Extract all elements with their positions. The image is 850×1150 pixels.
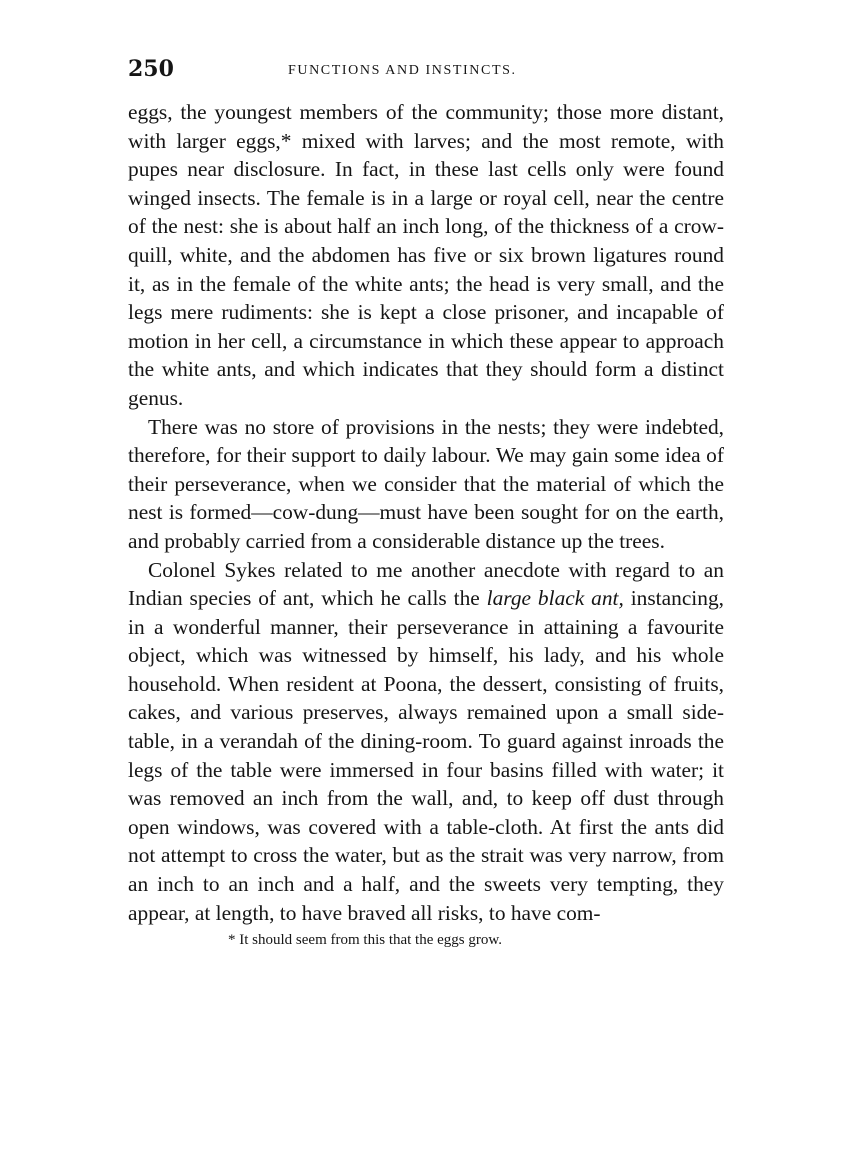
paragraph-2: There was no store of provisions in the nests; they were indebted, therefore, for their support to daily labour. We may gain some idea of their perseverance, when we consider that the material of which the nest is formed—cow-dung—must have been sought for on the earth, and probably carried from a considerable distance up the trees.: [128, 414, 724, 553]
species-name-italic: large black ant,: [486, 586, 624, 611]
paragraph-3-text-start: Colonel Sykes related to me another anecdote with regard to an Indian species of ant, which he calls the: [128, 557, 724, 611]
page-number: 250: [128, 56, 174, 82]
paragraph-1: eggs, the youngest members of the community; those more distant, with larger eggs,* mixed with larves; and the most remote, with pupes near disclosure. In fact, in these last cells only were found winged insects. The female is in a large or royal cell, near the centre of the nest: she is about half an inch long, of the thickness of a crow-quill, white, and the abdomen has five or six brown ligatures round it, as in the female of the white ants; the head is very small, and the legs mere rudiments: she is kept a close prisoner, and incapable of motion in her cell, a circumstance in which these appear to approach the white ants, and which indicates that they should form a distinct genus.: [128, 100, 724, 410]
paragraph-3: [128, 556, 724, 928]
paragraph-3-text-end: instancing, in a wonderful manner, their perseverance in attaining a favourite object, which was witnessed by himself, his lady, and his whole household. When resident at Poona, the dessert, consisting of fruits, cakes, and various preserves, always remained upon a small side-table, in a verandah of the dining-room. To guard against inroads the legs of the table were immersed in four basins filled with water; it was removed an inch from the wall, and, to keep off dust through open windows, was covered with a table-cloth. At first the ants did not attempt to cross the water, but as the strait was very narrow, from an inch to an inch and a half, and the sweets very tempting, they appear, at length, to have braved all risks, to have com-: [128, 586, 724, 925]
running-header: [128, 56, 724, 88]
footnote: * It should seem from this that the eggs grow.: [228, 932, 502, 949]
running-title: FUNCTIONS AND INSTINCTS.: [288, 63, 517, 78]
book-page: [128, 56, 724, 951]
